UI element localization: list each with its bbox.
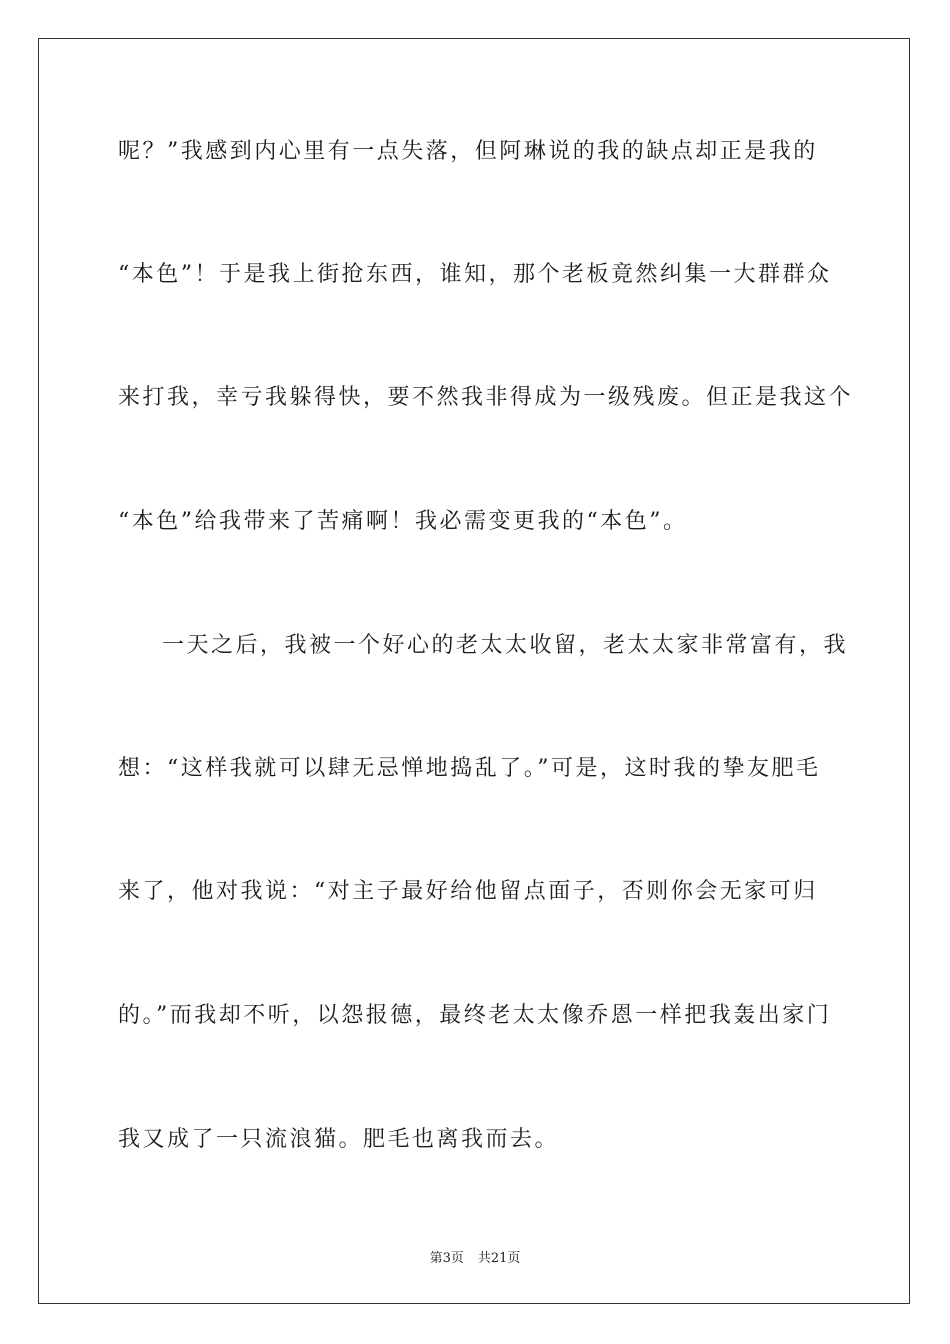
page-footer [0,1247,950,1266]
text-line-8: 的。”而我却不听，以怨报德，最终老太太像乔恩一样把我轰出家门 [118,1003,832,1028]
text-line-4: “本色”给我带来了苦痛啊！我必需变更我的“本色”。 [118,509,688,534]
text-line-5-paragraph-start: 一天之后，我被一个好心的老太太收留，老太太家非常富有，我 [162,633,849,658]
page-number: 第3页 [429,1251,464,1266]
page-total: 共21页 [477,1251,521,1266]
page-border [38,38,910,1304]
text-line-1: 呢？”我感到内心里有一点失落，但阿琳说的我的缺点却正是我的 [118,139,818,164]
text-line-7: 来了，他对我说：“对主子最好给他留点面子，否则你会无家可归 [118,879,818,904]
text-line-3: 来打我，幸亏我躲得快，要不然我非得成为一级残废。但正是我这个 [118,385,854,410]
text-line-6: 想：“这样我就可以肆无忌惮地捣乱了。”可是，这时我的挚友肥毛 [118,756,821,781]
text-line-2: “本色”！于是我上街抢东西，谁知，那个老板竟然纠集一大群群众 [118,262,832,287]
text-line-9: 我又成了一只流浪猫。肥毛也离我而去。 [118,1127,560,1152]
